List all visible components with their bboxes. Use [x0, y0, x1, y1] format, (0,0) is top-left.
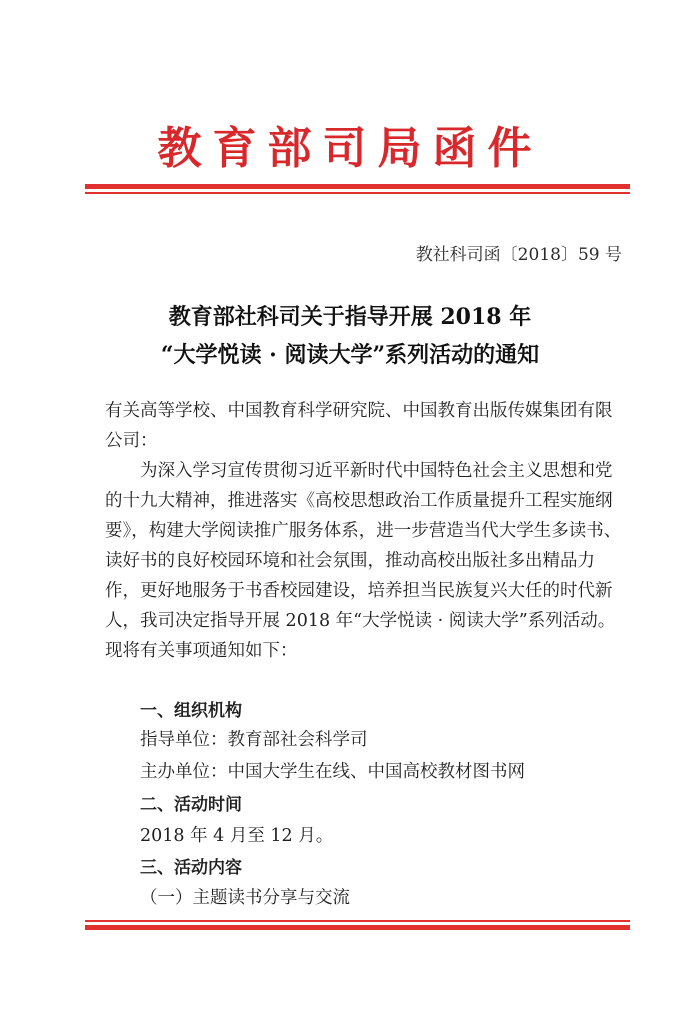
notice-title-line1: 教育部社科司关于指导开展 2018 年 [168, 304, 532, 330]
salutation: 有关高等学校、中国教育科学研究院、中国教育出版传媒集团有限公司： [105, 401, 613, 451]
footer-red-rule-thin [85, 920, 630, 922]
section-heading-content: 三、活动内容 [140, 858, 242, 878]
host-unit: 主办单位：中国大学生在线、中国高校教材图书网 [140, 762, 525, 782]
content-subheading-1: （一）主题读书分享与交流 [140, 888, 350, 908]
guide-unit: 指导单位：教育部社会科学司 [140, 730, 368, 750]
section-heading-organization: 一、组织机构 [140, 701, 242, 721]
footer-red-rule-thick [85, 925, 630, 930]
header-red-rule-thick [85, 184, 630, 189]
header-red-rule-thin [85, 192, 630, 194]
section-heading-time: 二、活动时间 [140, 795, 242, 815]
masthead-title: 教育部司局函件 [157, 123, 543, 174]
document-number: 教社科司函〔2018〕59 号 [415, 245, 622, 265]
notice-title-line2: “大学悦读 · 阅读大学”系列活动的通知 [160, 342, 540, 368]
activity-time-value: 2018 年 4 月至 12 月。 [140, 826, 334, 846]
intro-paragraph: 为深入学习宣传贯彻习近平新时代中国特色社会主义思想和党的十九大精神，推进落实《高校思想政治工作质量提升工程实施纲要》，构建大学阅读推广服务体系，进一步营造当代大学生多读书、读好书的良好校园环境和社会氛围，推动高校出版社多出精品力作，更好地服务于书香校园建设，培养担当民族复兴大任的时代新人，我司决定指导开展 2018 年“大学悦读 · 阅读大学”系列活动。现将有关事项通知如下： [105, 461, 622, 661]
